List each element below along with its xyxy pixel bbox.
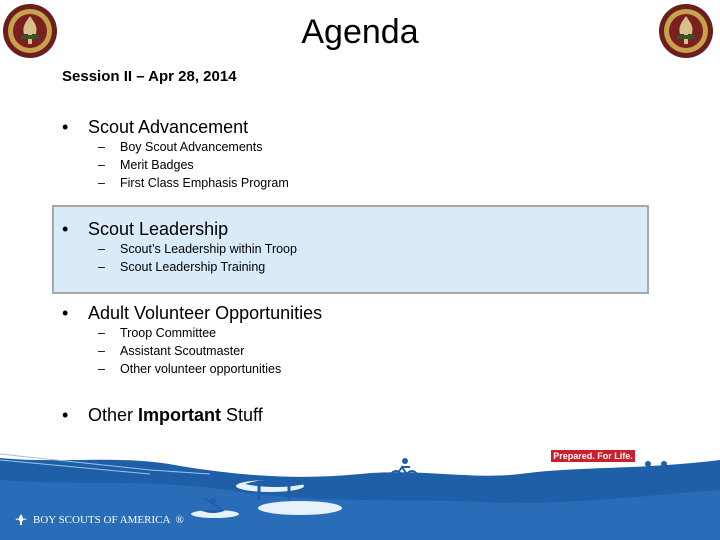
agenda-subitem-label: Scout Leadership Training	[120, 260, 266, 274]
agenda-item	[62, 404, 263, 426]
agenda-subitem	[98, 258, 265, 276]
agenda-item-label: Adult Volunteer Opportunities	[88, 303, 323, 323]
agenda-subitem	[98, 156, 194, 174]
canoe-carriers-icon	[243, 478, 307, 502]
sub-marker: –	[98, 242, 105, 256]
hikers-icon	[640, 460, 674, 496]
agenda-subitem	[98, 174, 289, 192]
troop-badge-icon	[1, 2, 59, 60]
agenda-subitem-label: First Class Emphasis Program	[120, 176, 289, 190]
agenda-item-label-suffix: Stuff	[221, 405, 263, 425]
agenda-item-label: Scout Leadership	[88, 219, 229, 239]
bullet-marker: •	[62, 219, 69, 239]
agenda-item	[62, 302, 322, 324]
sub-marker: –	[98, 362, 105, 376]
bullet-marker: •	[62, 117, 69, 137]
sub-marker: –	[98, 158, 105, 172]
fleur-de-lis-icon	[14, 513, 28, 527]
organization-name: BOY SCOUTS OF AMERICA	[33, 514, 171, 526]
sub-marker: –	[98, 326, 105, 340]
session-heading: Session II – Apr 28, 2014	[62, 68, 237, 85]
sub-marker: –	[98, 176, 105, 190]
bsa-logo	[14, 513, 184, 527]
agenda-subitem	[98, 360, 281, 378]
agenda-subitem	[98, 342, 244, 360]
agenda-subitem-label: Merit Badges	[120, 158, 194, 172]
sub-marker: –	[98, 140, 105, 154]
agenda-subitem-label: Assistant Scoutmaster	[120, 344, 245, 358]
bullet-marker: •	[62, 303, 69, 323]
cyclist-icon	[390, 457, 418, 483]
agenda-subitem-label: Troop Committee	[120, 326, 217, 340]
agenda-subitem	[98, 324, 216, 342]
agenda-item	[62, 218, 228, 240]
agenda-subitem	[98, 240, 297, 258]
agenda-item-label: Scout Advancement	[88, 117, 249, 137]
agenda-item-label-emphasis: Important	[138, 405, 222, 425]
agenda-subitem	[98, 138, 262, 156]
agenda-subitem-label: Boy Scout Advancements	[120, 140, 263, 154]
agenda-item-label-prefix: Other	[88, 405, 139, 425]
agenda-subitem-label: Scout’s Leadership within Troop	[120, 242, 297, 256]
agenda-subitem-label: Other volunteer opportunities	[120, 362, 282, 376]
sub-marker: –	[98, 260, 105, 274]
slide-title: Agenda	[301, 13, 419, 51]
troop-badge-icon	[657, 2, 715, 60]
tagline-badge: Prepared. For Life.	[551, 450, 635, 462]
sub-marker: –	[98, 344, 105, 358]
agenda-item	[62, 116, 248, 138]
trademark-mark: ®	[175, 514, 184, 526]
kayaker-icon	[198, 496, 228, 514]
bullet-marker: •	[62, 405, 69, 425]
cyclist-icon	[430, 474, 458, 500]
